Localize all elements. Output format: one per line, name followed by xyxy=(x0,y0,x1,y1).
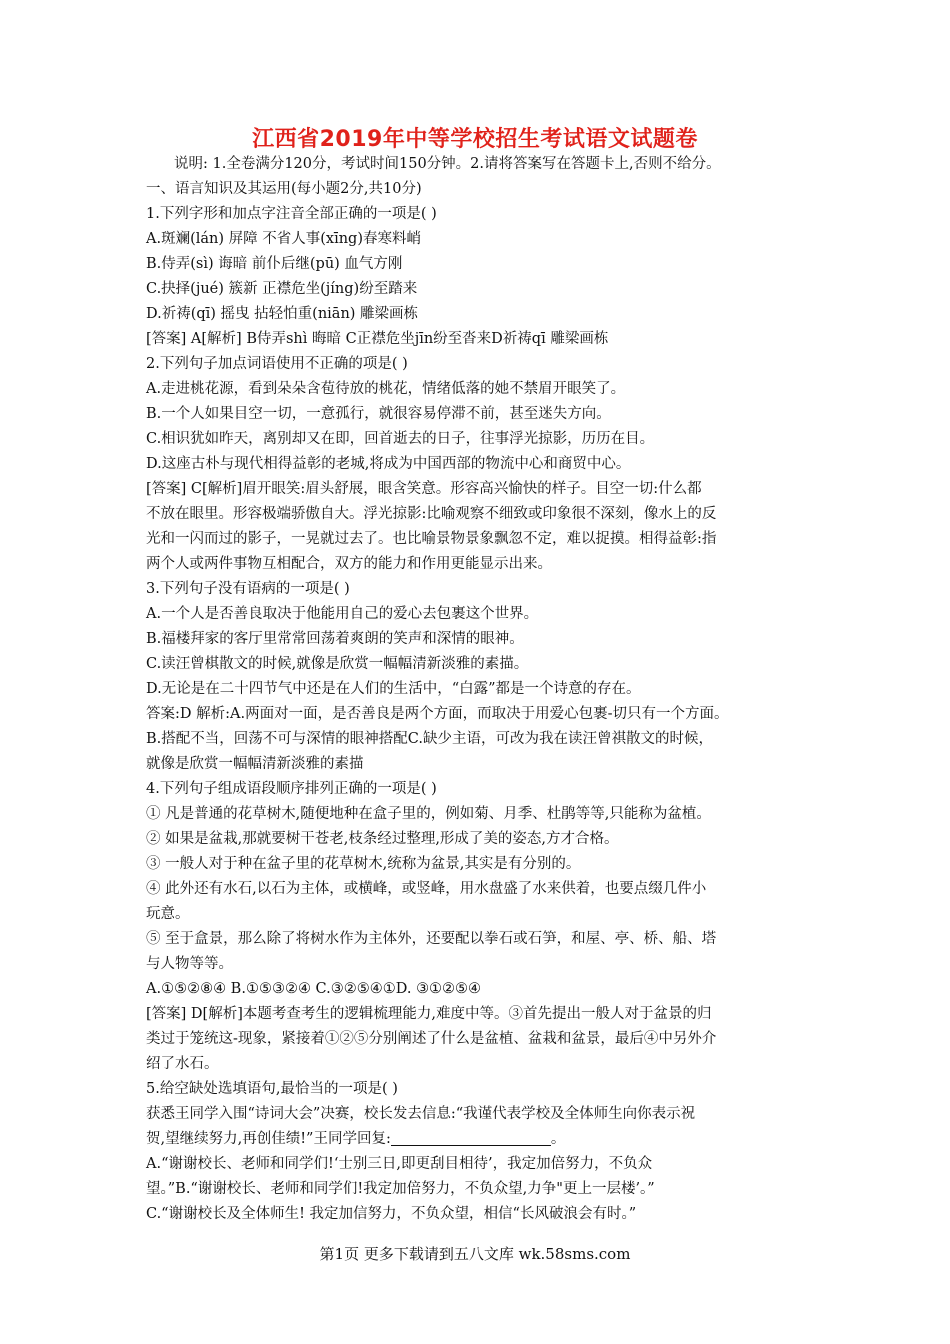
q5-option-b: 望。”B.“谢谢校长、老师和同学们!我定加倍努力，不负众望,力争"更上一层楼’。” xyxy=(146,1181,655,1197)
q3-option-b: B.福楼拜家的客厅里常常回荡着爽朗的笑声和深情的眼神。 xyxy=(146,631,524,647)
q2-option-a: A.走进桃花源，看到朵朵含苞待放的桃花，情绪低落的她不禁眉开眼笑了。 xyxy=(146,381,626,397)
page-title: 江西省2019年中等学校招生考试语文试题卷 xyxy=(252,127,698,152)
q4-sentence-1: ① 凡是普通的花草树木,随便地种在盒子里的，例如菊、月季、杜鹃等等,只能称为盆植。 xyxy=(146,806,711,822)
q3-option-c: C.读汪曾棋散文的时候,就像是欣赏一幅幅清新淡雅的素描。 xyxy=(146,656,529,672)
q4-sentence-4: ④ 此外还有水石,以石为主体，或横峰，或竖峰，用水盘盛了水来供着，也要点缀几件小 xyxy=(146,881,707,897)
q4-sentence-5-cont: 与人物等等。 xyxy=(146,956,233,972)
q2-answer-cont: 光和一闪而过的影子，一晃就过去了。也比喻景物景象飘忽不定，难以捉摸。相得益彰:指 xyxy=(146,531,717,547)
q3-answer-cont: B.搭配不当，回荡不可与深情的眼神搭配C.缺少主语，可改为我在读汪曾祺散文的时候， xyxy=(146,731,713,747)
q3-option-a: A.一个人是否善良取决于他能用自己的爱心去包裹这个世界。 xyxy=(146,606,539,622)
q3-answer: 答案:D 解析:A.两面对一面，是否善良是两个方面，而取决于用爱心包裹-切只有一个方面。 xyxy=(146,706,729,722)
question-5: 5.给空缺处选填语句,最恰当的一项是( ) xyxy=(146,1081,398,1097)
q2-answer: [答案] C[解析]眉开眼笑:眉头舒展，眼含笑意。形容高兴愉快的样子。目空一切:什么都 xyxy=(146,481,702,497)
q5-option-c: C.“谢谢校长及全体师生! 我定加信努力，不负众望，相信“长风破浪会有时。” xyxy=(146,1206,637,1222)
q2-option-c: C.相识犹如昨天，离别却又在即，回首逝去的日子，往事浮光掠影，历历在目。 xyxy=(146,431,655,447)
q4-options: A.①⑤②⑧④ B.①⑤③②④ C.③②⑤④①D. ③①②⑤④ xyxy=(146,981,482,997)
q5-option-a: A.“谢谢校长、老师和同学们!‘士别三日,即更刮目相待’，我定加倍努力，不负众 xyxy=(146,1156,653,1172)
q4-sentence-2: ② 如果是盆栽,那就要树干苍老,枝条经过整理,形成了美的姿态,方才合格。 xyxy=(146,831,619,847)
q2-answer-cont: 两个人或两件事物互相配合，双方的能力和作用更能显示出来。 xyxy=(146,556,552,572)
q1-option-a: A.斑斓(lán) 屏障 不省人事(xīng)春寒料峭 xyxy=(146,231,421,247)
q4-answer: [答案] D[解析]本题考查考生的逻辑梳理能力,难度中等。③首先提出一般人对于盆景的归 xyxy=(146,1006,712,1022)
page-footer: 第1页 更多下载请到五八文库 wk.58sms.com xyxy=(319,1245,631,1263)
instructions-line: 说明: 1.全卷满分120分，考试时间150分钟。2.请将答案写在答题卡上,否则不给分。 xyxy=(174,156,721,172)
q2-answer-cont: 不放在眼里。形容极端骄傲自大。浮光掠影:比喻观察不细致或印象很不深刻，像水上的反 xyxy=(146,506,717,522)
q3-option-d: D.无论是在二十四节气中还是在人们的生活中，“白露”都是一个诗意的存在。 xyxy=(146,681,641,697)
q5-stem: 获悉王同学入围“诗词大会”决赛，校长发去信息:“我谨代表学校及全体师生向你表示祝 xyxy=(146,1106,696,1122)
q5-stem-cont xyxy=(146,1127,826,1152)
q2-option-b: B.一个人如果目空一切，一意孤行，就很容易停滞不前，甚至迷失方向。 xyxy=(146,406,611,422)
question-3: 3.下列句子没有语病的一项是( ) xyxy=(146,581,350,597)
q4-sentence-4-cont: 玩意。 xyxy=(146,906,190,922)
question-4: 4.下列句子组成语段顺序排列正确的一项是( ) xyxy=(146,781,437,797)
question-2: 2.下列句子加点词语使用不正确的项是( ) xyxy=(146,356,408,372)
q2-option-d: D.这座古朴与现代相得益彰的老城,将成为中国西部的物流中心和商贸中心。 xyxy=(146,456,631,472)
q4-sentence-5: ⑤ 至于盒景，那么除了将树水作为主体外，还要配以拳石或石笋，和屋、亭、桥、船、塔 xyxy=(146,931,717,947)
question-1: 1.下列字形和加点字注音全部正确的一项是( ) xyxy=(146,206,437,222)
q5-stem-text: 贺,望继续努力,再创佳绩!”王同学回复: xyxy=(146,1131,391,1147)
q3-answer-cont: 就像是欣赏一幅幅清新淡雅的素描 xyxy=(146,756,364,772)
q4-answer-cont: 绍了水石。 xyxy=(146,1056,219,1072)
q1-answer: [答案] A[解析] B侍弄shì 晦暗 C正襟危坐jīn纷至沓来D祈祷qī 雕梁画栋 xyxy=(146,331,609,347)
answer-blank xyxy=(391,1129,551,1146)
q1-option-d: D.祈祷(qī) 摇曳 拈轻怕重(niān) 雕梁画栋 xyxy=(146,306,419,322)
q4-sentence-3: ③ 一般人对于种在盆子里的花草树木,统称为盆景,其实是有分别的。 xyxy=(146,856,581,872)
q1-option-b: B.侍弄(sì) 诲暗 前仆后继(pū) 血气方刚 xyxy=(146,256,403,272)
exam-body xyxy=(146,152,826,1227)
blank-suffix: 。 xyxy=(550,1131,566,1147)
section-heading: 一、语言知识及其运用(每小题2分,共10分) xyxy=(146,181,422,197)
q1-option-c: C.抉择(jué) 簇新 正襟危坐(jíng)纷至踏来 xyxy=(146,281,418,297)
q4-answer-cont: 类过于笼统这-现象，紧接着①②⑤分别阐述了什么是盆植、盆栽和盆景，最后④中另外介 xyxy=(146,1031,717,1047)
